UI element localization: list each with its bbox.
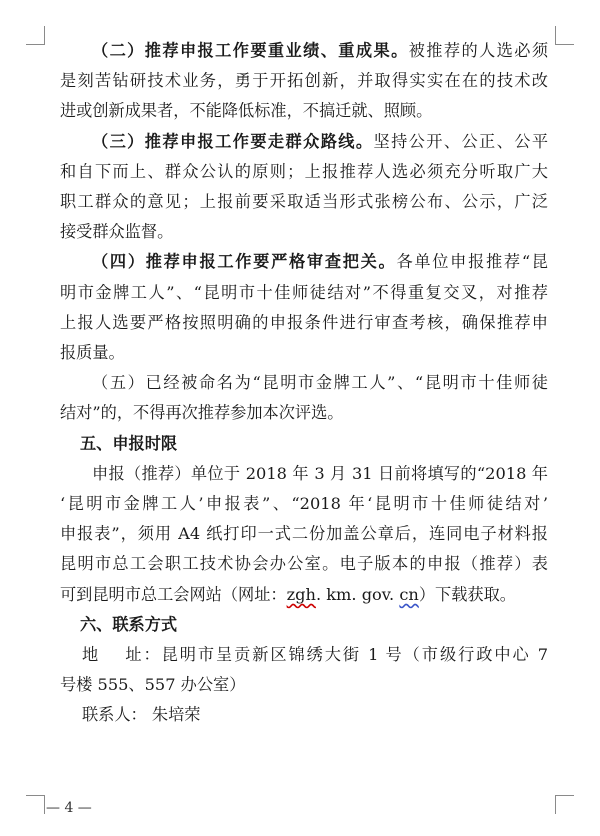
text-line: ‘昆明市金牌工人’申报表”、“2018 年‘昆明市十佳师徒结对’ (60, 494, 548, 514)
paragraph-3 (60, 127, 548, 248)
paragraph-deadline (60, 459, 548, 610)
text-line: 职工群众的意见；上报前要采取适当形式张榜公布、公示，广泛 (60, 192, 548, 212)
text-line: （二）推荐申报工作要重业绩、重成果。被推荐的人选必须 (92, 41, 549, 60)
paragraph-4 (60, 247, 548, 368)
document-body (60, 36, 548, 731)
text-line: 报质量。 (60, 343, 125, 363)
text-line: 可到昆明市总工会网站（网址：zgh. km. gov. cn）下载获取。 (60, 584, 516, 604)
text-line: 昆明市总工会职工技术协会办公室。电子版本的申报（推荐）表 (60, 554, 548, 574)
crop-mark-bottom-left (26, 795, 45, 814)
website-url-part: cn (399, 584, 419, 604)
page-number: — 4 — (46, 800, 92, 816)
text-line: 申报表”，须用 A4 纸打印一式二份加盖公章后，连同电子材料报 (60, 524, 548, 544)
contact-person: 联系人： 朱培荣 (82, 705, 201, 725)
address-line: 号楼 555、557 办公室） (60, 675, 246, 695)
website-url-part: zgh (286, 584, 316, 604)
address-line: 地 址：昆明市呈贡新区锦绣大街 1 号（市级行政中心 7 (82, 645, 548, 665)
text-line: 结对”的，不得再次推荐参加本次评选。 (60, 403, 344, 423)
text-line: 申报（推荐）单位于 2018 年 3 月 31 日前将填写的“2018 年 (92, 463, 548, 483)
text-line: 明市金牌工人”、“昆明市十佳师徒结对”不得重复交叉，对推荐 (60, 282, 548, 302)
text-line: （三）推荐申报工作要走群众路线。坚持公开、公正、公平 (92, 131, 549, 151)
paragraph-5 (60, 368, 548, 428)
crop-mark-top-left (26, 26, 45, 45)
paragraph-2 (60, 36, 548, 127)
text-line: 进或创新成果者，不能降低标准，不搞迁就、照顾。 (60, 101, 433, 121)
section-heading-deadline: 五、申报时限 (80, 433, 178, 453)
crop-mark-bottom-right (555, 795, 574, 814)
text-line: 上报人选要严格按照明确的申报条件进行审查考核，确保推荐申 (60, 312, 548, 332)
paragraph-contact (60, 640, 548, 731)
section-heading-contact: 六、联系方式 (80, 614, 178, 634)
text-line: 接受群众监督。 (60, 222, 174, 242)
text-line: （四）推荐申报工作要严格审查把关。各单位申报推荐“昆 (92, 252, 548, 272)
crop-mark-top-right (555, 26, 574, 45)
text-line: 和自下而上、群众公认的原则；上报推荐人选必须充分听取广大 (60, 161, 548, 181)
text-line: 是刻苦钻研技术业务，勇于开拓创新，并取得实实在在的技术改 (60, 71, 548, 91)
text-line: （五）已经被命名为“昆明市金牌工人”、“昆明市十佳师徒 (92, 373, 548, 393)
